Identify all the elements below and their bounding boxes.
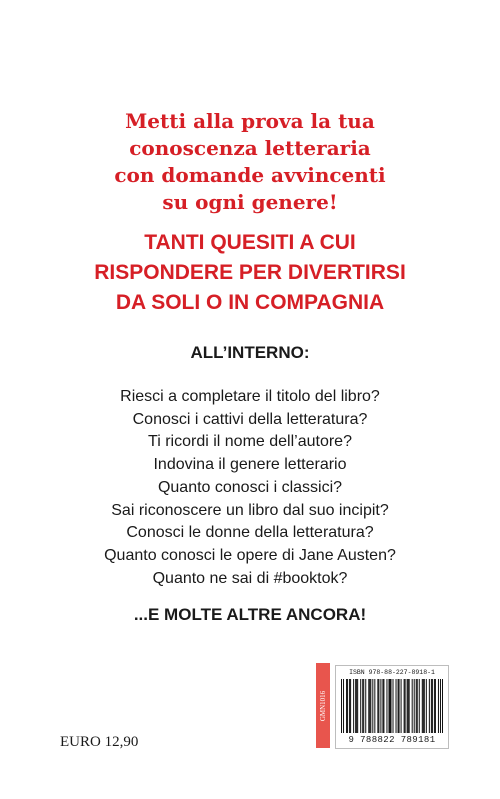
tagline-line: Metti alla prova la tua	[125, 109, 375, 133]
price-label: EURO 12,90	[60, 734, 139, 750]
headline	[40, 228, 460, 318]
topics-list	[30, 386, 470, 590]
product-code-text: GMN1016	[319, 690, 327, 721]
tagline-line: con domande avvincenti	[114, 163, 386, 187]
topic-item: Conosci le donne della letteratura?	[126, 524, 374, 542]
topic-item: Quanto conosci i classici?	[157, 478, 343, 496]
headline-line: RISPONDERE PER DIVERTIRSI	[94, 261, 406, 284]
more-note: ...E MOLTE ALTRE ANCORA!	[133, 605, 367, 624]
headline-line: DA SOLI O IN COMPAGNIA	[115, 291, 385, 314]
topic-item: Quanto conosci le opere di Jane Austen?	[104, 546, 396, 564]
topic-item: Ti ricordi il nome dell’autore?	[148, 433, 352, 451]
tagline	[60, 108, 440, 216]
tagline-line: su ogni genere!	[162, 190, 338, 214]
headline-line: TANTI QUESITI A CUI	[144, 231, 356, 254]
topic-item: Riesci a completare il titolo del libro?	[120, 388, 380, 405]
topic-item: Indovina il genere letterario	[153, 456, 347, 474]
inside-heading: ALL’INTERNO:	[190, 343, 310, 362]
barcode-digits: 9 788822 789181	[348, 735, 436, 745]
topic-item: Sai riconoscere un libro dal suo incipit?	[111, 501, 389, 519]
barcode-box	[335, 665, 449, 749]
topic-item: Conosci i cattivi della letteratura?	[132, 410, 368, 428]
barcode-icon	[341, 679, 443, 733]
topic-item: Quanto ne sai di #booktok?	[152, 569, 348, 587]
product-code-label	[316, 663, 330, 748]
tagline-line: conoscenza letteraria	[129, 136, 371, 160]
isbn-label: ISBN 978-88-227-8918-1	[349, 669, 435, 676]
